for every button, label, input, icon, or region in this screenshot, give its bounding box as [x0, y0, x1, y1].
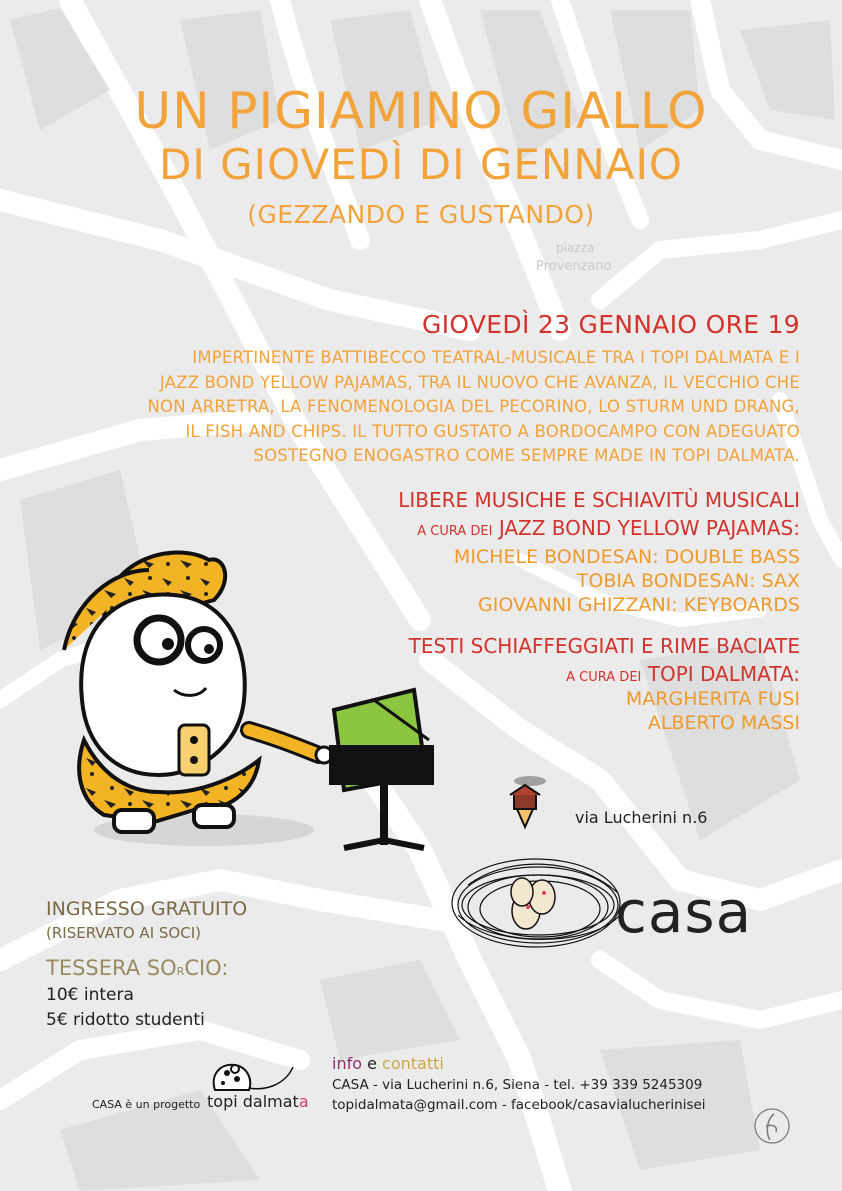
price-students: 5€ ridotto studenti [46, 1010, 205, 1030]
casa-nest-logo-icon [448, 845, 628, 955]
description-line: SOSTEGNO ENOGASTRO COME SEMPRE MADE IN TOPI DALMATA. [253, 446, 800, 465]
description-line: IL FISH AND CHIPS. IL TUTTO GUSTATO A BORDOCAMPO CON ADEGUATO [185, 421, 800, 441]
texts-member: MARGHERITA FUSI [625, 688, 800, 710]
brand-accent-letter: a [298, 1092, 309, 1111]
music-curated-by: JAZZ BOND YELLOW PAJAMAS: [498, 516, 800, 540]
event-description [40, 346, 800, 469]
texts-curated-line [566, 662, 800, 686]
info-word: info [332, 1054, 363, 1073]
egg-mascot-illustration [44, 540, 444, 860]
music-member: GIOVANNI GHIZZANI: KEYBOARDS [478, 594, 800, 616]
tessera-main: TESSERA SO [46, 956, 177, 980]
contact-address-line: CASA - via Lucherini n.6, Siena - tel. +39 339 5245309 [332, 1077, 703, 1093]
info-and: e [367, 1054, 377, 1073]
music-member: TOBIA BONDESAN: SAX [576, 570, 800, 592]
description-line: IMPERTINENTE BATTIBECCO TEATRAL-MUSICALE TRA I TOPI DALMATA E I [192, 348, 800, 367]
entry-free: INGRESSO GRATUITO [46, 898, 248, 920]
topi-dalmata-mouse-logo-icon [205, 1055, 305, 1095]
texts-member: ALBERTO MASSI [647, 712, 800, 734]
signature-monogram-icon [752, 1106, 792, 1146]
brand-main: topi dalmat [207, 1092, 299, 1111]
music-curated-prefix: A CURA DEI [417, 524, 493, 539]
event-date: GIOVEDÌ 23 GENNAIO ORE 19 [422, 310, 800, 339]
tessera-label [46, 956, 228, 980]
music-heading: LIBERE MUSICHE E SCHIAVITÙ MUSICALI [398, 488, 800, 512]
title-line-3: (GEZZANDO E GUSTANDO) [247, 200, 595, 229]
texts-heading: TESTI SCHIAFFEGGIATI E RIME BACIATE [408, 634, 800, 658]
tessera-small-r: R [176, 965, 185, 978]
contacts-word: contatti [382, 1054, 444, 1073]
entry-members-only: (RISERVATO AI SOCI) [46, 924, 201, 942]
casa-logo-text: casa [615, 878, 753, 946]
topi-dalmata-brand [207, 1092, 309, 1111]
map-label-piazza: piazza [556, 241, 595, 255]
title-line-2: DI GIOVEDÌ DI GENNAIO [159, 140, 683, 189]
contact-email-line: topidalmata@gmail.com - facebook/casavialucherinisei [332, 1097, 706, 1113]
tessera-end: CIO: [184, 956, 229, 980]
texts-curated-by: TOPI DALMATA: [647, 662, 800, 686]
music-member: MICHELE BONDESAN: DOUBLE BASS [453, 546, 800, 568]
description-line: JAZZ BOND YELLOW PAJAMAS, TRA IL NUOVO CHE AVANZA, IL VECCHIO CHE [159, 372, 800, 392]
texts-curated-prefix: A CURA DEI [566, 670, 642, 685]
title-line-1: UN PIGIAMINO GIALLO [134, 82, 708, 140]
description-line: NON ARRETRA, LA FENOMENOLOGIA DEL PECORINO, LO STURM UND DRANG, [147, 397, 800, 416]
house-pin-icon [500, 775, 550, 835]
price-full: 10€ intera [46, 985, 134, 1005]
footer-project-prefix: CASA è un progetto [92, 1098, 201, 1111]
music-curated-line [417, 516, 800, 540]
venue-address: via Lucherini n.6 [575, 808, 708, 827]
info-contacts-label [332, 1054, 444, 1073]
map-label-provenzano: Provenzano [536, 259, 612, 274]
